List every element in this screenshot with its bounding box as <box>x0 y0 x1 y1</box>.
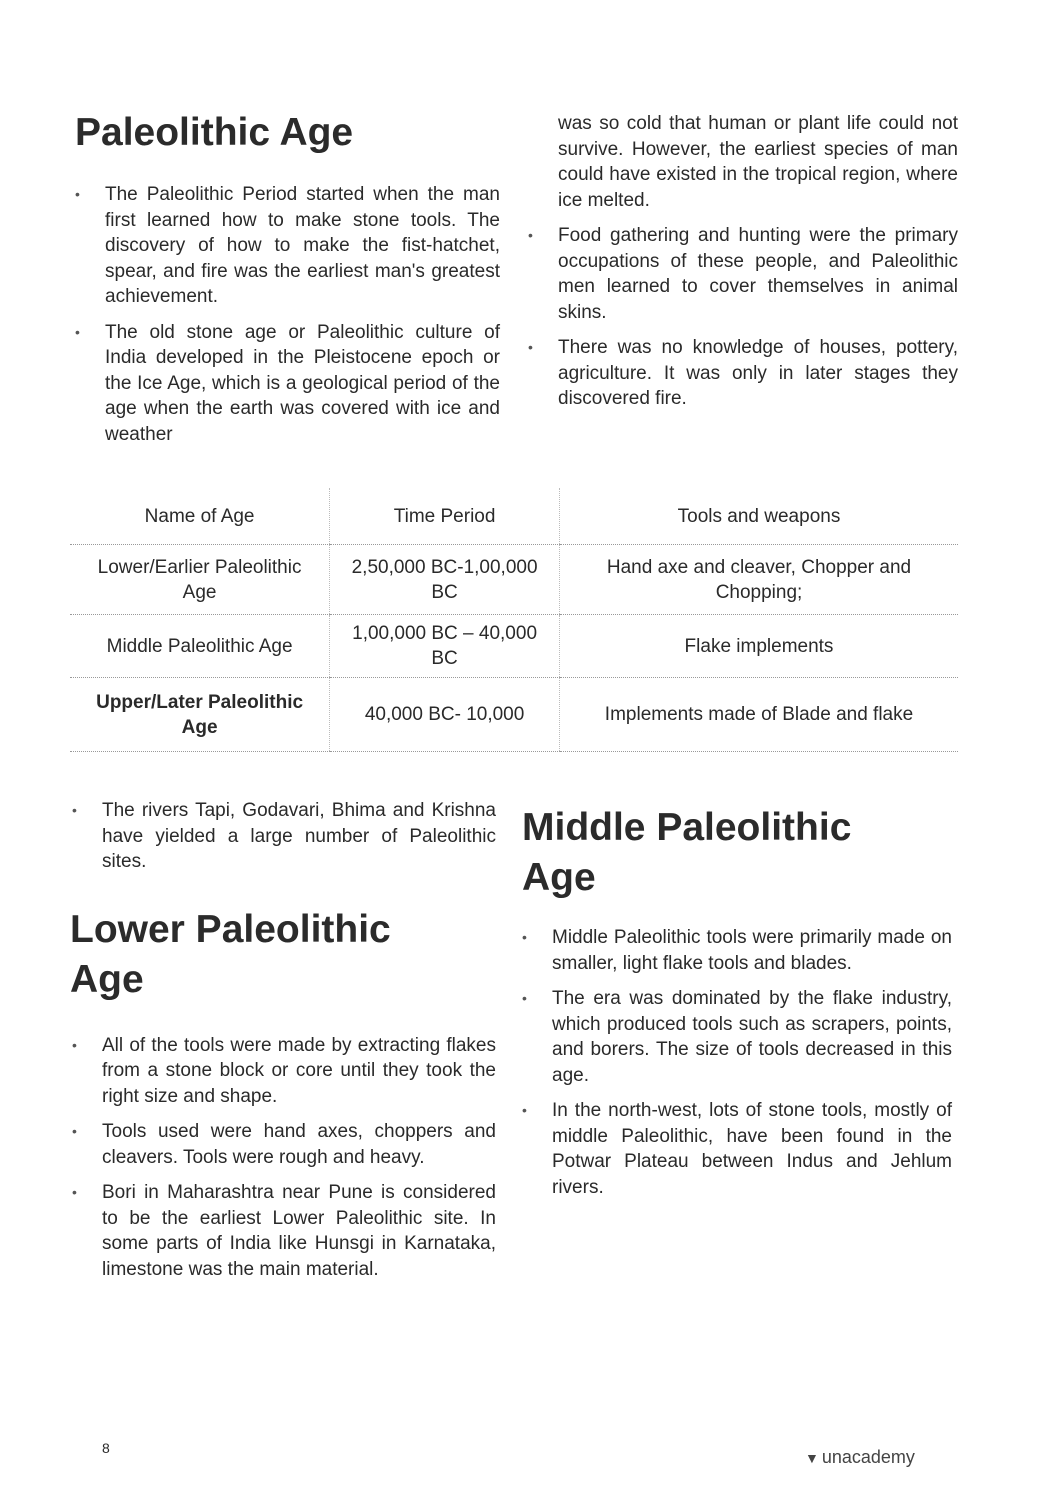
header-name-of-age: Name of Age <box>70 488 330 545</box>
page-number: 8 <box>102 1440 110 1456</box>
section-title-lower-paleolithic: Lower Paleolithic Age <box>70 907 391 1001</box>
list-item: • There was no knowledge of houses, pottery, agriculture. It was only in later stages they discovered fire. <box>528 335 958 412</box>
table-cell: Flake implements <box>560 615 959 678</box>
left-column-bottom <box>72 798 496 1292</box>
unacademy-logo-icon: ▼ <box>805 1450 819 1466</box>
list-item: • The era was dominated by the flake industry, which produced tools such as scrapers, points, and borers. The size of tools decreased in this age. <box>522 986 952 1088</box>
list-item: • The rivers Tapi, Godavari, Bhima and Krishna have yielded a large number of Paleolithic sites. <box>72 798 496 875</box>
right-column-top <box>528 111 958 422</box>
table-cell: 40,000 BC- 10,000 <box>330 678 560 752</box>
brand-logo <box>805 1447 918 1468</box>
right-column-bottom <box>522 803 952 1210</box>
header-time-period: Time Period <box>330 488 560 545</box>
list-item: • All of the tools were made by extracting flakes from a stone block or core until they took the right size and shape. <box>72 1033 496 1110</box>
left-column-top <box>75 182 500 457</box>
section-title-paleolithic-age: Paleolithic Age <box>75 111 354 154</box>
continued-paragraph: was so cold that human or plant life could not survive. However, the earliest species of man could have existed in the tropical region, where ice melted. <box>558 113 958 211</box>
header-tools: Tools and weapons <box>560 488 959 545</box>
table-cell: 1,00,000 BC – 40,000 BC <box>330 615 560 678</box>
table-cell: Lower/Earlier Paleolithic Age <box>70 545 330 615</box>
table-cell: Upper/Later Paleolithic Age <box>70 678 330 752</box>
list-item: • Tools used were hand axes, choppers and cleavers. Tools were rough and heavy. <box>72 1119 496 1170</box>
list-item: • The old stone age or Paleolithic culture of India developed in the Pleistocene epoch or the Ice Age, which is a geological period of the age when the earth was covered with ice and weather <box>75 320 500 448</box>
table-row <box>70 545 958 615</box>
table-cell: Implements made of Blade and flake <box>560 678 959 752</box>
table-cell: Hand axe and cleaver, Chopper and Chopping; <box>560 545 959 615</box>
list-item: • Middle Paleolithic tools were primarily made on smaller, light flake tools and blades. <box>522 925 952 976</box>
brand-name: unacademy <box>821 1447 915 1467</box>
section-title-middle-paleolithic: Middle Paleolithic Age <box>522 806 852 899</box>
list-item: • Food gathering and hunting were the primary occupations of these people, and Paleolithic men learned to cover themselves in animal skins. <box>528 223 958 325</box>
table-cell: 2,50,000 BC-1,00,000 BC <box>330 545 560 615</box>
table-cell: Middle Paleolithic Age <box>70 615 330 678</box>
table-row <box>70 678 958 752</box>
list-item: • Bori in Maharashtra near Pune is considered to be the earliest Lower Paleolithic site. In some parts of India like Hunsgi in Karnataka, limestone was the main material. <box>72 1180 496 1282</box>
list-item: • In the north-west, lots of stone tools, mostly of middle Paleolithic, have been found in the Potwar Plateau between Indus and Jehlum rivers. <box>522 1098 952 1200</box>
table-header-row <box>70 488 958 545</box>
paleolithic-ages-table <box>70 488 958 752</box>
table-row <box>70 615 958 678</box>
list-item: • The Paleolithic Period started when the man first learned how to make stone tools. The discovery of how to make the fist-hatchet, spear, and fire was the earliest man's greatest achievement. <box>75 182 500 310</box>
